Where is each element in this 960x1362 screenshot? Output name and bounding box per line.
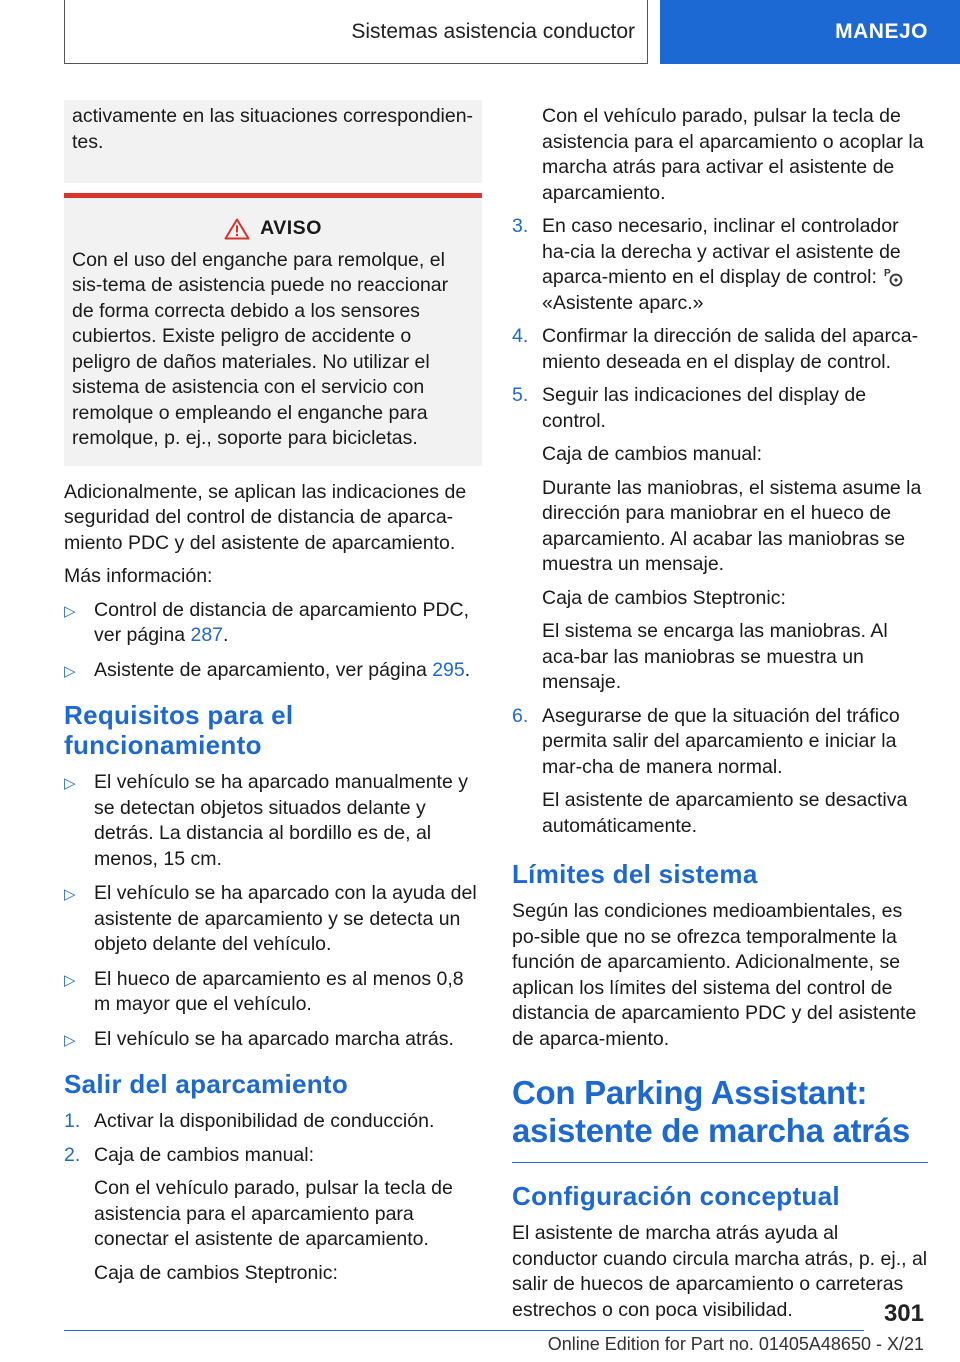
heading-configuracion: Configuración conceptual: [512, 1181, 840, 1211]
step-6-detail: El asistente de aparcamiento se desactiva automáticamente.: [542, 789, 908, 837]
step-2-detail: Con el vehículo parado, pulsar la tecla de asistencia para el aparcamiento o acoplar la marcha atrás para activar el asistente de aparcamiento.: [542, 105, 924, 204]
triangle-bullet-icon: ▷: [64, 971, 76, 989]
step-5: 5. Seguir las indicaciones del display de control.: [512, 384, 867, 432]
safety-paragraph: Adicionalmente, se aplican las indicaciones de seguridad del control de distancia de aparca-miento PDC y del asistente de aparcamiento.: [64, 480, 467, 554]
step-5-detail: El sistema se encarga las maniobras. Al aca-bar las maniobras se muestra un mensaje.: [542, 620, 888, 693]
right-column: [512, 100, 928, 1331]
list-item: ▷ El vehículo se ha aparcado con la ayuda del asistente de aparcamiento y se detecta un objeto delante del vehículo.: [64, 881, 482, 958]
step-6: 6. Asegurarse de que la situación del tráfico permita salir del aparcamiento e iniciar la mar-cha de manera normal.: [512, 704, 900, 778]
step-5-detail: Caja de cambios manual:: [542, 443, 763, 465]
triangle-bullet-icon: ▷: [64, 602, 76, 620]
footer-edition: Online Edition for Part no. 01405A48650 - X/21: [547, 1334, 924, 1354]
warning-triangle-icon: [224, 218, 250, 240]
step-3: 3. En caso necesario, inclinar el controlador ha-cia la derecha y activar el asistente de aparca-miento en el display de control: P «Asistente aparc.»: [512, 214, 928, 316]
heading-parking-assistant: Con Parking Assistant: asistente de marcha atrás: [512, 1074, 928, 1163]
step-4: 4. Confirmar la dirección de salida del aparca-miento deseada en el display de control.: [512, 325, 919, 373]
warning-box: [64, 193, 482, 466]
list-item: ▷ Asistente de aparcamiento, ver página 295.: [64, 658, 482, 685]
list-item: ▷ El vehículo se ha aparcado marcha atrás.: [64, 1027, 482, 1054]
config-text: El asistente de marcha atrás ayuda al conductor cuando circula marcha atrás, p. ej., al salir de huecos de aparcamiento o carreteras estrechos o con poca visibilidad.: [512, 1222, 928, 1321]
page-link-287[interactable]: 287: [190, 624, 224, 646]
step-2-detail: Con el vehículo parado, pulsar la tecla de asistencia para el aparcamiento para conectar el asistente de aparcamiento.: [94, 1177, 453, 1250]
footer-divider: [64, 1330, 864, 1331]
page-number: 301: [883, 1300, 924, 1327]
limites-text: Según las condiciones medioambientales, es po-sible que no se ofrezca temporalmente la función de aparcamiento. Adicionalmente, se aplican los límites del sistema del control de distancia de aparcamiento PDC y del asistente de aparca-miento.: [512, 900, 917, 1050]
step-5-detail: Durante las maniobras, el sistema asume la dirección para maniobrar en el hueco de aparcamiento. Al acabar las maniobras se muestra un mensaje.: [542, 476, 922, 575]
list-item: ▷ El hueco de aparcamiento es al menos 0,8 m mayor que el vehículo.: [64, 967, 482, 1018]
more-info-label: Más información:: [64, 565, 213, 587]
step-2-detail: Caja de cambios Steptronic:: [94, 1261, 338, 1284]
step-2: 2. Caja de cambios manual:: [64, 1143, 315, 1166]
running-header-section: [64, 0, 648, 64]
warning-header: [72, 216, 474, 242]
triangle-bullet-icon: ▷: [64, 775, 76, 792]
intro-box: [64, 100, 482, 183]
triangle-bullet-icon: ▷: [64, 886, 76, 903]
page-link-295[interactable]: 295: [432, 658, 465, 681]
heading-requisitos: Requisitos para el funcionamiento: [64, 700, 294, 760]
intro-text: activamente en las situaciones correspondien- tes.: [72, 105, 474, 153]
chapter-tab[interactable]: [660, 0, 960, 64]
list-item: ▷ Control de distancia de aparcamiento PDC, ver página 287.: [64, 598, 482, 649]
list-item: ▷ El vehículo se ha aparcado manualmente y se detectan objetos situados delante y detrás. La distancia al bordillo es de, al menos, 15 cm.: [64, 770, 482, 872]
parking-assistant-icon: [883, 267, 905, 287]
left-column: [64, 100, 482, 1294]
step-5-detail: Caja de cambios Steptronic:: [542, 586, 786, 609]
svg-text:P: P: [883, 268, 891, 279]
section-title: Sistemas asistencia conductor: [351, 19, 635, 43]
step-1: 1. Activar la disponibilidad de conducción.: [64, 1110, 435, 1132]
heading-salir: Salir del aparcamiento: [64, 1069, 349, 1099]
triangle-bullet-icon: ▷: [64, 662, 76, 680]
heading-limites: Límites del sistema: [512, 859, 758, 889]
warning-text: Con el uso del enganche para remolque, el sis-tema de asistencia puede no reaccionar de forma correcta debido a los sensores cubiertos. Existe peligro de accidente o peligro de daños materiales. No utilizar el sistema de asistencia con el servicio con remolque o empleando el enganche para remolque, p. ej., soporte para bicicletas.: [72, 248, 449, 449]
chapter-title: MANEJO: [835, 20, 928, 43]
warning-title: AVISO: [260, 217, 322, 239]
triangle-bullet-icon: ▷: [64, 1031, 76, 1049]
